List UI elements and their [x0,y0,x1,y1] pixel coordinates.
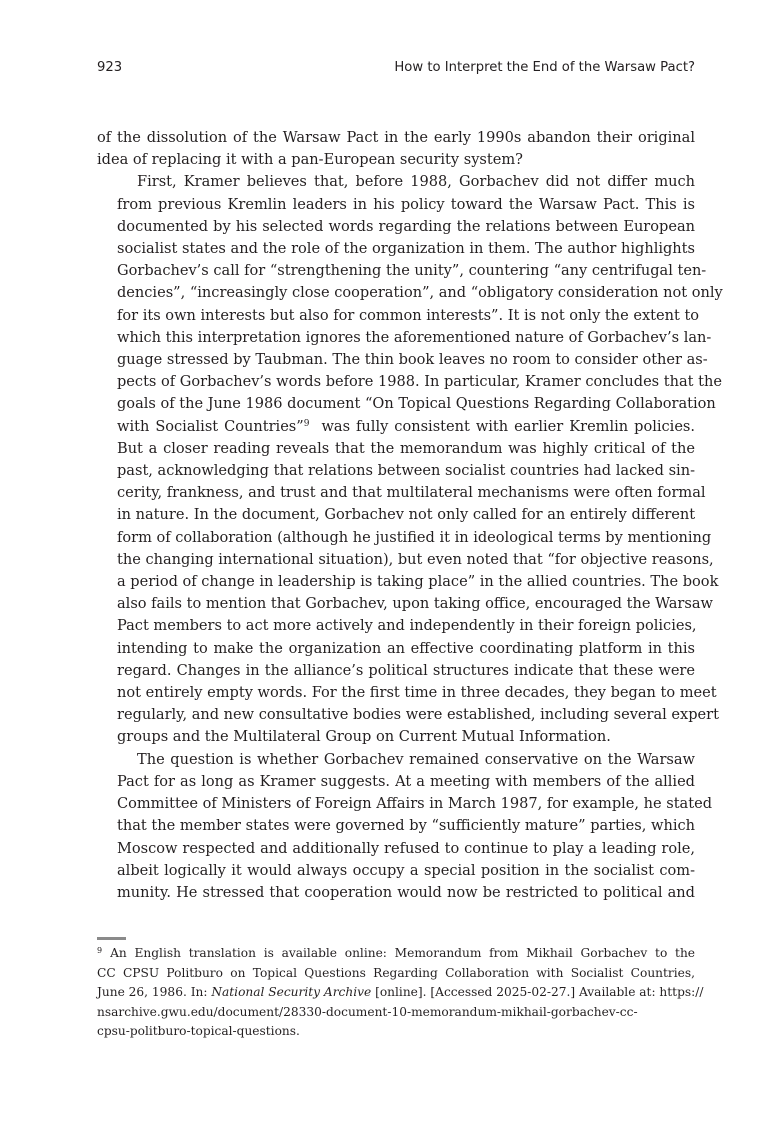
text-line: pects of Gorbachev’s words before 1988. In particular, Kramer concludes that the [117,373,722,391]
text-line: Moscow respected and additionally refused to continue to play a leading role, [117,839,695,857]
text-line: Gorbachev’s call for “strengthening the unity”, countering “any centrifugal ten- [117,262,707,280]
text-line: dencies”, “increasingly close cooperation”, and “obligatory consideration not only [117,284,723,302]
footnote-number: 9 [97,946,103,955]
footnote-url-line[interactable]: nsarchive.gwu.edu/document/28330-document-10-memorandum-mikhail-gorbachev-cc- [97,1004,638,1019]
text-line: a period of change in leadership is taking place” in the allied countries. The book [117,573,719,591]
page-number: 923 [97,60,123,75]
main-text [97,127,723,904]
text-line: groups and the Multilateral Group on Current Mutual Information. [117,728,611,746]
text-line: First, Kramer believes that, before 1988, Gorbachev did not differ much [137,173,695,191]
text-line: goals of the June 1986 document “On Topical Questions Regarding Collaboration [117,395,716,413]
text-line: But a closer reading reveals that the memorandum was highly critical of the [117,439,695,457]
running-header [97,60,695,75]
text-line: guage stressed by Taubman. The thin book leaves no room to consider other as- [117,351,708,369]
text-line: not entirely empty words. For the first time in three decades, they began to meet [117,684,717,702]
text-fragment: An English translation is available online: Memorandum from Mikhail Gorbachev to the [110,946,695,960]
footnote-reference[interactable]: 9 [303,418,310,429]
text-line: cerity, frankness, and trust and that multilateral mechanisms were often formal [117,484,706,502]
text-line: munity. He stressed that cooperation would now be restricted to political and [117,883,695,901]
footnote [97,944,704,1042]
text-line: past, acknowledging that relations between socialist countries had lacked sin- [117,462,695,480]
text-fragment: was fully consistent with earlier Kremlin policies. [321,417,696,435]
text-line: albeit logically it would always occupy a special position in the socialist com- [117,861,695,879]
text-line: of the dissolution of the Warsaw Pact in the early 1990s abandon their original [97,129,695,146]
text-line: form of collaboration (although he justified it in ideological terms by mentioning [117,528,712,546]
text-line: that the member states were governed by “sufficiently mature” parties, which [117,817,695,835]
paragraph-3 [97,749,713,904]
footnote-separator [97,937,126,940]
paragraph-2 [97,171,723,748]
text-line: Pact for as long as Kramer suggests. At a meeting with members of the allied [117,772,695,790]
text-line: regard. Changes in the alliance’s political structures indicate that these were [117,661,695,679]
paragraph-1 [97,127,695,171]
text-line: idea of replacing it with a pan-European security system? [97,151,523,169]
text-line: in nature. In the document, Gorbachev not only called for an entirely different [117,506,696,524]
text-line: from previous Kremlin leaders in his policy toward the Warsaw Pact. This is [117,195,695,213]
text-line: Committee of Ministers of Foreign Affairs in March 1987, for example, he stated [117,795,713,813]
footnote-line [97,983,704,1003]
text-line: also fails to mention that Gorbachev, upon taking office, encouraged the Warsaw [117,595,713,613]
text-line: the changing international situation), but even noted that “for objective reasons, [117,550,714,568]
footnote-url-line[interactable]: cpsu-politburo-topical-questions. [97,1024,300,1038]
source-title: National Security Archive [211,985,372,999]
text-line: regularly, and new consultative bodies were established, including several expert [117,706,719,724]
text-fragment: [online]. [Accessed 2025-02-27.] Available at: https:// [371,985,704,999]
text-line: intending to make the organization an effective coordinating platform in this [117,639,695,657]
running-title: How to Interpret the End of the Warsaw Pact? [394,60,695,75]
text-line: which this interpretation ignores the aforementioned nature of Gorbachev’s lan- [117,328,712,346]
text-line: for its own interests but also for common interests”. It is not only the extent to [117,306,700,324]
footnote-line: CC CPSU Politburo on Topical Questions Regarding Collaboration with Socialist Countries, [97,965,695,980]
text-line [97,416,695,438]
text-line: socialist states and the role of the organization in them. The author highlights [117,240,695,258]
footnote-line [97,944,695,964]
text-line: Pact members to act more actively and independently in their foreign policies, [117,617,697,635]
text-fragment: June 26, 1986. In: [97,985,212,999]
text-line: documented by his selected words regarding the relations between European [117,217,695,235]
text-fragment: with Socialist Countries” [117,417,304,435]
text-line: The question is whether Gorbachev remained conservative on the Warsaw [137,750,695,768]
